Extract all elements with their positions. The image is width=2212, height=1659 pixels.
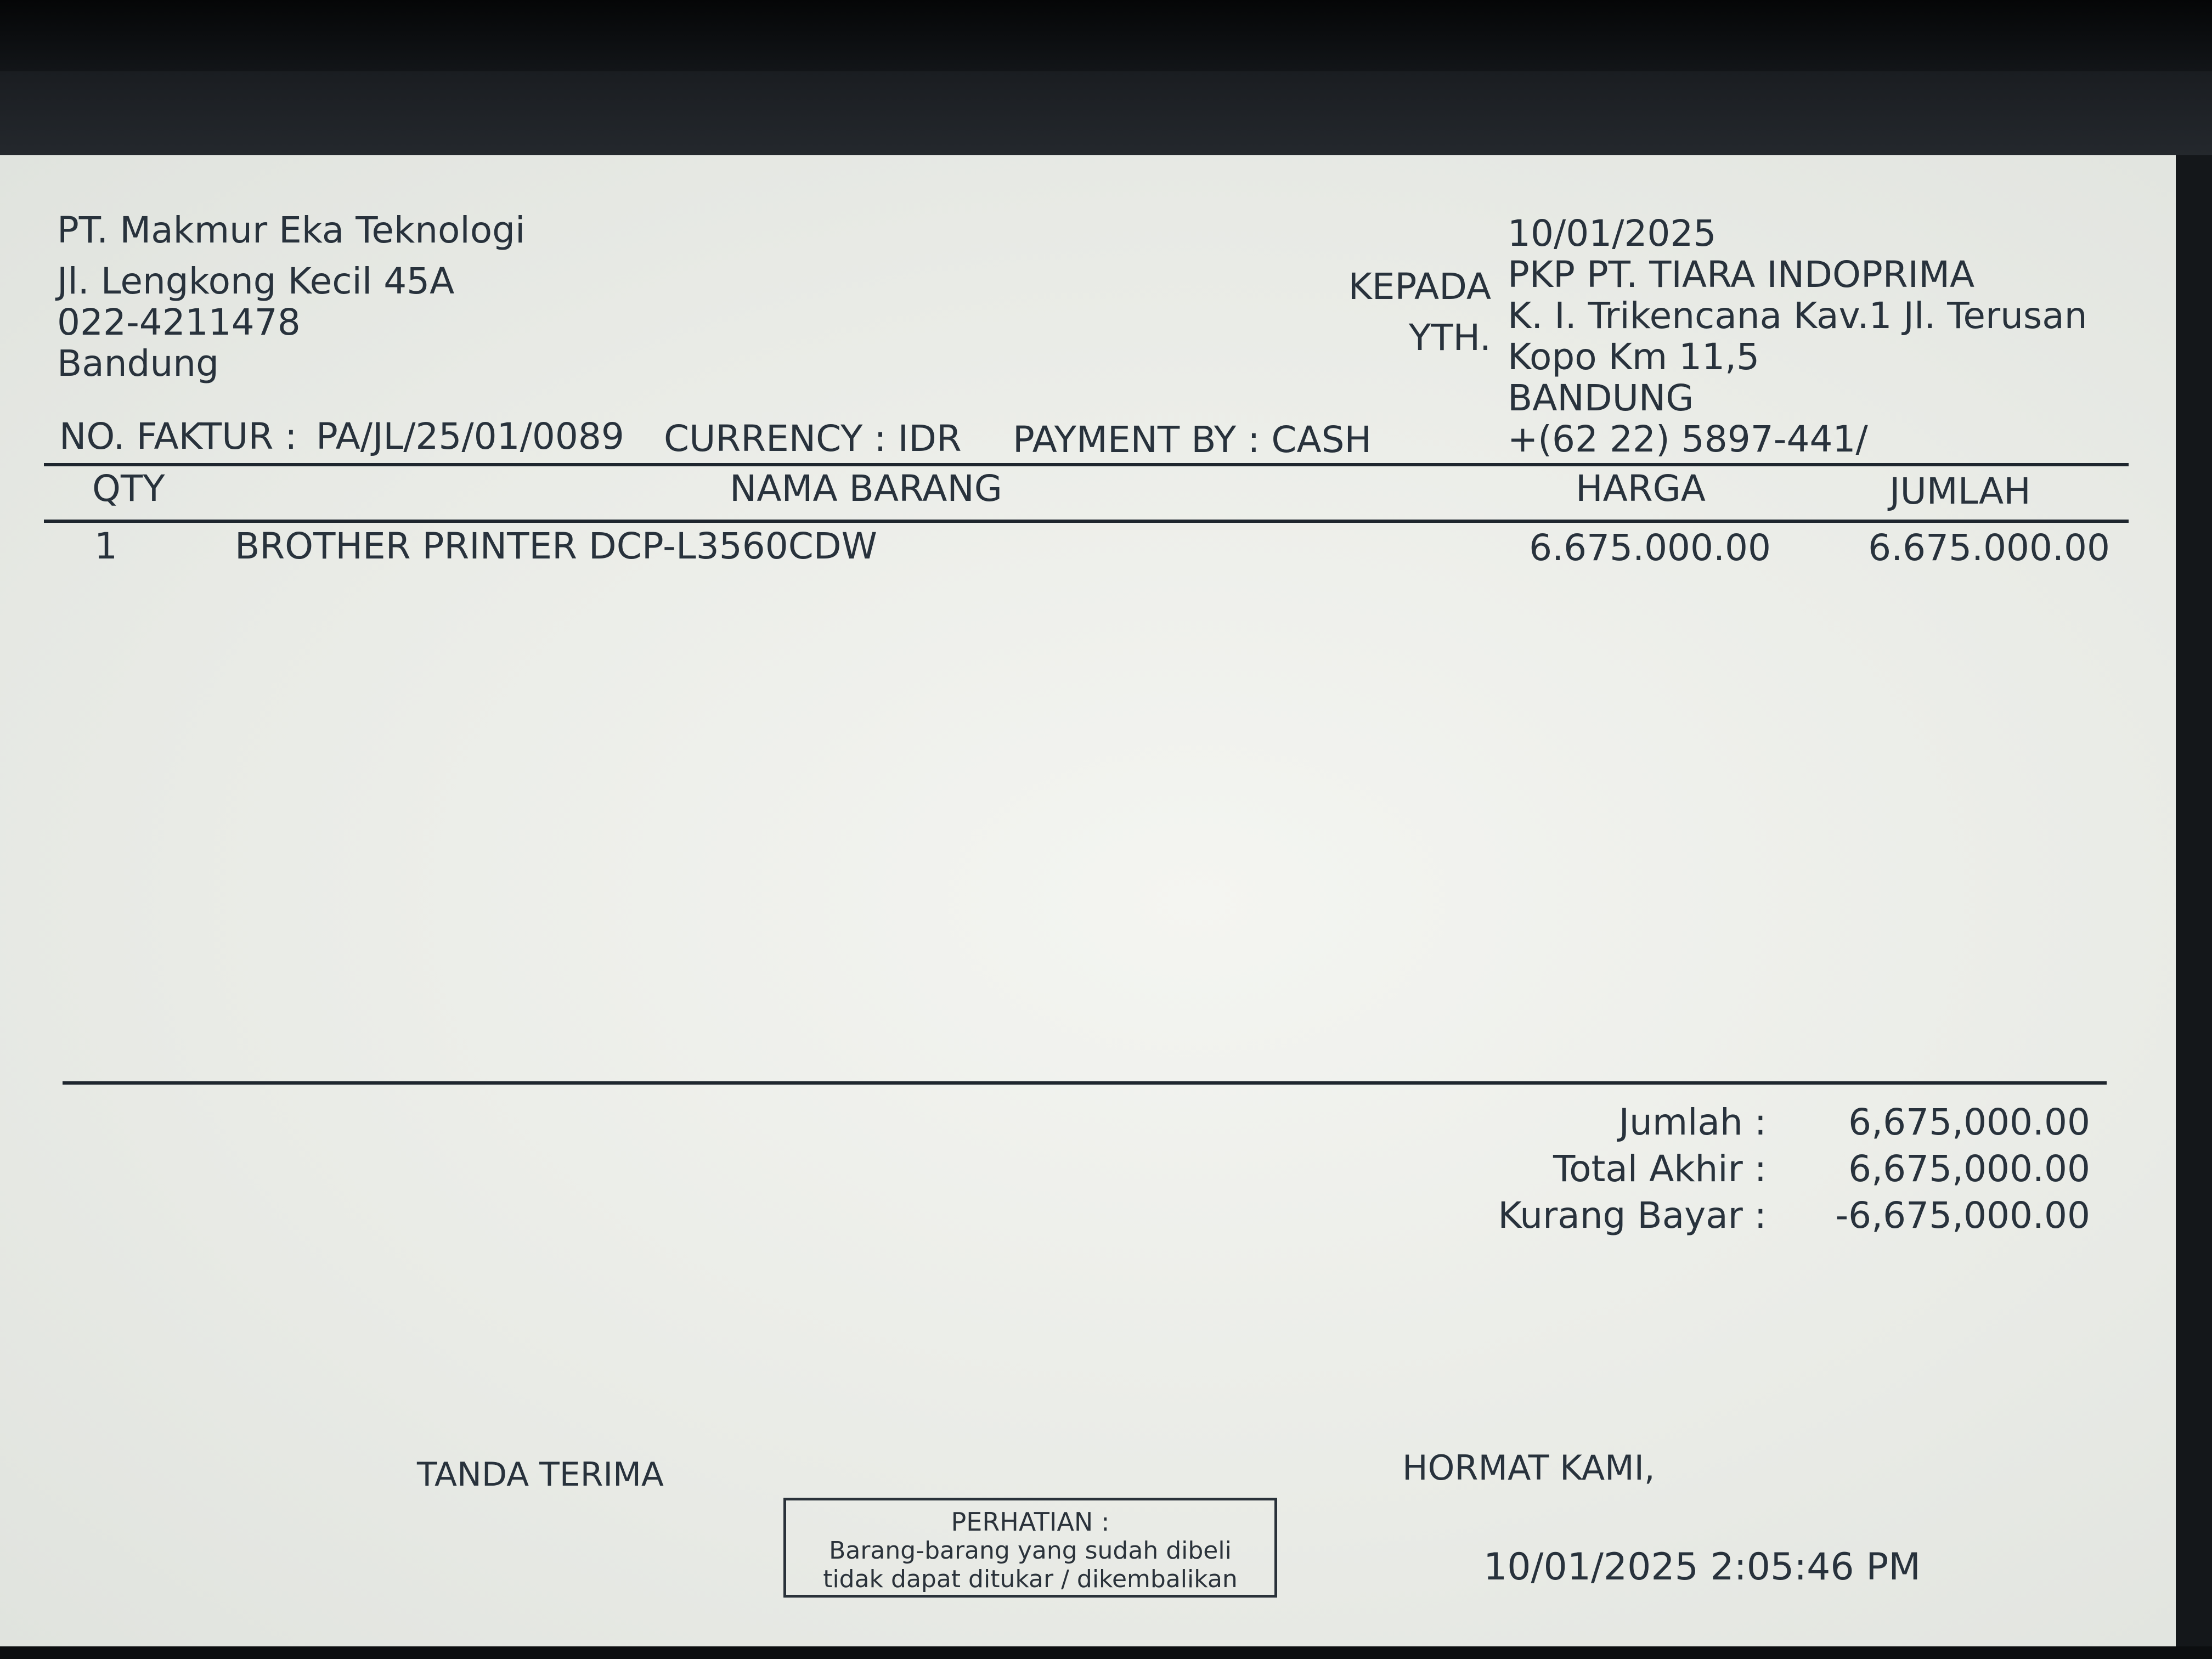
recipient-address-line2: Kopo Km 11,5 [1508,336,1760,378]
notice-title: PERHATIAN : [951,1507,1110,1537]
col-header-jumlah: JUMLAH [1889,470,2031,512]
recipient-phone: +(62 22) 5897-441/ [1508,418,1868,460]
table-bottom-rule [63,1081,2107,1085]
seller-city: Bandung [57,342,219,385]
no-faktur-label: NO. FAKTUR : [59,415,297,458]
viewer-bottom-edge [0,1646,2212,1659]
viewer-top-bar [0,0,2212,71]
label-yth: YTH. [1408,317,1491,359]
row-nama-barang: BROTHER PRINTER DCP-L3560CDW [235,525,877,567]
tanda-terima: TANDA TERIMA [417,1455,664,1494]
notice-line-2: tidak dapat ditukar / dikembalikan [823,1565,1238,1593]
jumlah-label: Jumlah : [1618,1101,1767,1143]
recipient-address-line1: K. I. Trikencana Kav.1 Jl. Terusan [1508,295,2087,337]
table-top-rule [44,463,2129,466]
total-akhir-label: Total Akhir : [1553,1148,1767,1190]
no-faktur: PA/JL/25/01/0089 [316,415,624,458]
seller-name: PT. Makmur Eka Teknologi [57,209,526,251]
row-harga: 6.675.000.00 [1529,527,1771,569]
total-akhir-value: 6,675,000.00 [1848,1148,2090,1190]
viewer-right-edge [2176,155,2212,1659]
recipient-name: PKP PT. TIARA INDOPRIMA [1508,253,1975,296]
payment-method: PAYMENT BY : CASH [1013,419,1372,461]
viewer-toolbar [0,71,2212,156]
col-header-nama-barang: NAMA BARANG [730,467,1002,510]
col-header-qty: QTY [92,467,165,510]
hormat-kami: HORMAT KAMI, [1402,1448,1655,1488]
seller-phone: 022-4211478 [57,301,301,343]
kurang-bayar-label: Kurang Bayar : [1498,1194,1767,1237]
invoice-document [0,155,2176,1646]
table-header-rule [44,520,2129,523]
notice-line-1: Barang-barang yang sudah dibeli [829,1537,1232,1565]
currency: CURRENCY : IDR [664,417,962,460]
row-qty: 1 [94,525,117,567]
invoice-date: 10/01/2025 [1508,212,1717,255]
seller-address: Jl. Lengkong Kecil 45A [57,260,455,302]
label-kepada: KEPADA [1348,266,1491,308]
recipient-city: BANDUNG [1508,377,1694,419]
jumlah-value: 6,675,000.00 [1848,1101,2090,1143]
notice-box [783,1498,1277,1598]
row-jumlah: 6.675.000.00 [1868,527,2110,569]
print-timestamp: 10/01/2025 2:05:46 PM [1483,1545,1921,1589]
col-header-harga: HARGA [1576,467,1706,510]
kurang-bayar-value: -6,675,000.00 [1835,1194,2090,1237]
